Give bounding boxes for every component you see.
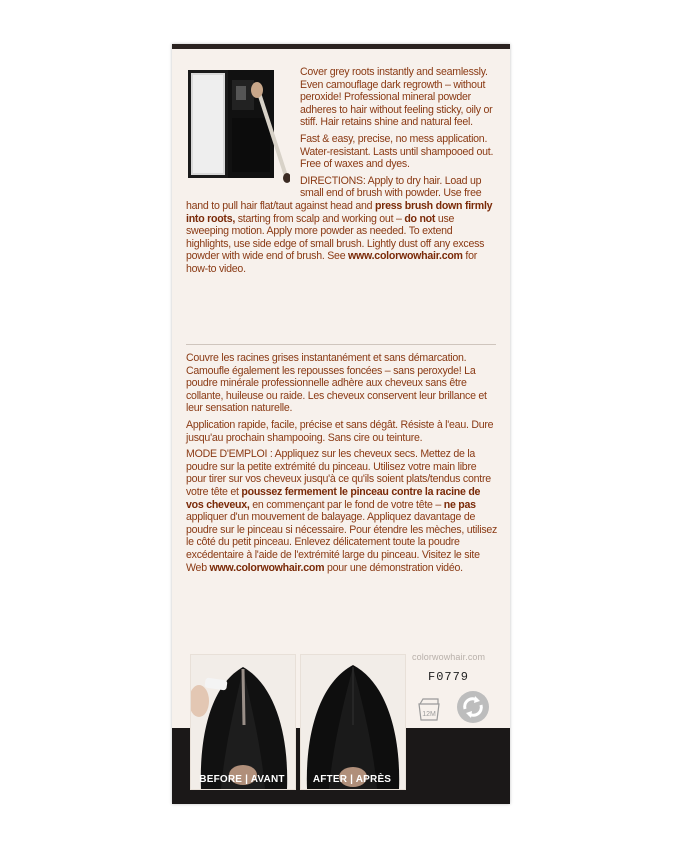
french-features: Application rapide, facile, précise et sans dégât. Résiste à l'eau. Dure jusqu'au prochain shampooing. Sans cire ou teinture.	[186, 418, 494, 444]
after-photo	[300, 654, 406, 790]
before-caption: BEFORE | AVANT	[199, 774, 285, 785]
pao-label: 12M	[422, 711, 436, 718]
after-caption: AFTER | APRÈS	[312, 774, 392, 785]
top-dark-edge	[172, 44, 510, 49]
french-intro: Couvre les racines grises instantanément et sans démarcation. Camoufle également les repousses foncées – sans peroxyde! La poudre minérale professionnelle adhère aux cheveux sans être collante, huileuse ou raide. Les cheveux conservent leur brillance et leur sensation naturelle.	[186, 352, 487, 415]
french-text-block	[186, 352, 498, 578]
pao-jar-icon	[416, 696, 442, 722]
before-photo	[190, 654, 296, 790]
english-features: Fast & easy, precise, no mess application. Water-resistant. Lasts until shampooed out. Free of waxes and dyes.	[300, 132, 494, 171]
product-code: F0779	[428, 670, 470, 684]
product-box-back	[172, 44, 510, 804]
french-directions: MODE D'EMPLOI : Appliquez sur les cheveux secs. Mettez de la poudre sur la petite extrémité du pinceau. Utilisez votre main libre pour tirer sur vos cheveux jusqu'à ce qu'ils soient plats/tendus contre votre tête et poussez fermement le pinceau contre la racine de vos cheveux, en commençant par le fond de votre tête – ne pas appliquer d'un mouvement de balayage. Appliquez davantage de poudre sur le pinceau si nécessaire. Pour étendre les mèches, utilisez le côté du petit pinceau. Enlevez délicatement toute la poudre excédentaire à l'aide de l'extrémité large du pinceau. Visitez le site Web www.colorwowhair.com pour une démonstration vidéo.	[186, 448, 498, 574]
brand-url-small: colorwowhair.com	[412, 652, 486, 662]
language-divider	[186, 344, 496, 345]
english-website: www.colorwowhair.com	[348, 250, 463, 263]
english-text-block	[186, 66, 498, 280]
english-directions: DIRECTIONS: Apply to dry hair. Load up small end of brush with powder. Use free hand to pull hair flat/taut against head and press brush down firmly into roots, starting from scalp and working out – do not use sweeping motion. Apply more powder as needed. To extend highlights, use side edge of small brush. Lightly dust off any excess powder with wide end of brush. See www.colorwowhair.com for how-to video.	[186, 174, 493, 275]
french-website: www.colorwowhair.com	[209, 561, 325, 574]
recycle-icon	[456, 690, 490, 724]
english-intro: Cover grey roots instantly and seamlessly. Even camouflage dark regrowth – without peroxide! Professional mineral powder adheres to hair without feeling sticky, oily or stiff. Hair retains shine and natural feel.	[300, 66, 493, 129]
